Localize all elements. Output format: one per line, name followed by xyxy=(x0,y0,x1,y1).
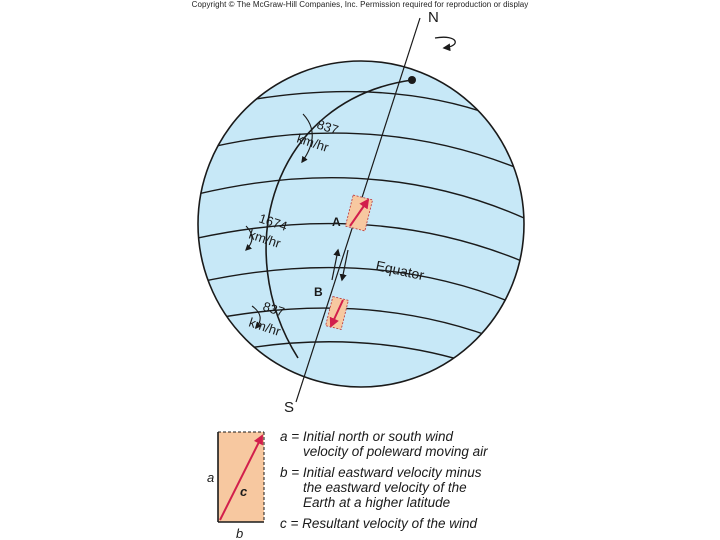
north-label: N xyxy=(428,9,439,26)
copyright-notice: Copyright © The McGraw-Hill Companies, Inc. Permission required for reproduction or display xyxy=(191,0,529,9)
legend-line-4: the eastward velocity of the xyxy=(303,480,467,495)
equator-label: Equator xyxy=(374,257,426,284)
middle-speed-unit: km/hr xyxy=(247,226,283,251)
legend-line-2: velocity of poleward moving air xyxy=(303,444,488,459)
key-label-c: c xyxy=(240,484,248,499)
key-vector-box xyxy=(218,432,264,522)
upper-speed-unit: km/hr xyxy=(295,130,331,155)
lower-speed-value: 837 xyxy=(261,298,287,320)
legend-line-5: Earth at a higher latitude xyxy=(303,495,451,510)
north-pole-dot xyxy=(408,76,416,84)
key-label-b: b xyxy=(236,526,244,540)
legend-line-1: a = Initial north or south wind xyxy=(280,429,453,444)
point-b-label: B xyxy=(314,285,323,299)
point-a-label: A xyxy=(332,215,341,229)
upper-speed-value: 837 xyxy=(315,116,341,138)
key-label-a: a xyxy=(207,470,215,485)
lower-speed-unit: km/hr xyxy=(247,314,283,339)
legend-line-6: c = Resultant velocity of the wind xyxy=(280,516,477,531)
south-label: S xyxy=(284,399,295,416)
legend-line-3: b = Initial eastward velocity minus xyxy=(280,465,482,480)
middle-speed-value: 1674 xyxy=(257,210,290,234)
rotation-arrow-icon xyxy=(435,37,455,48)
